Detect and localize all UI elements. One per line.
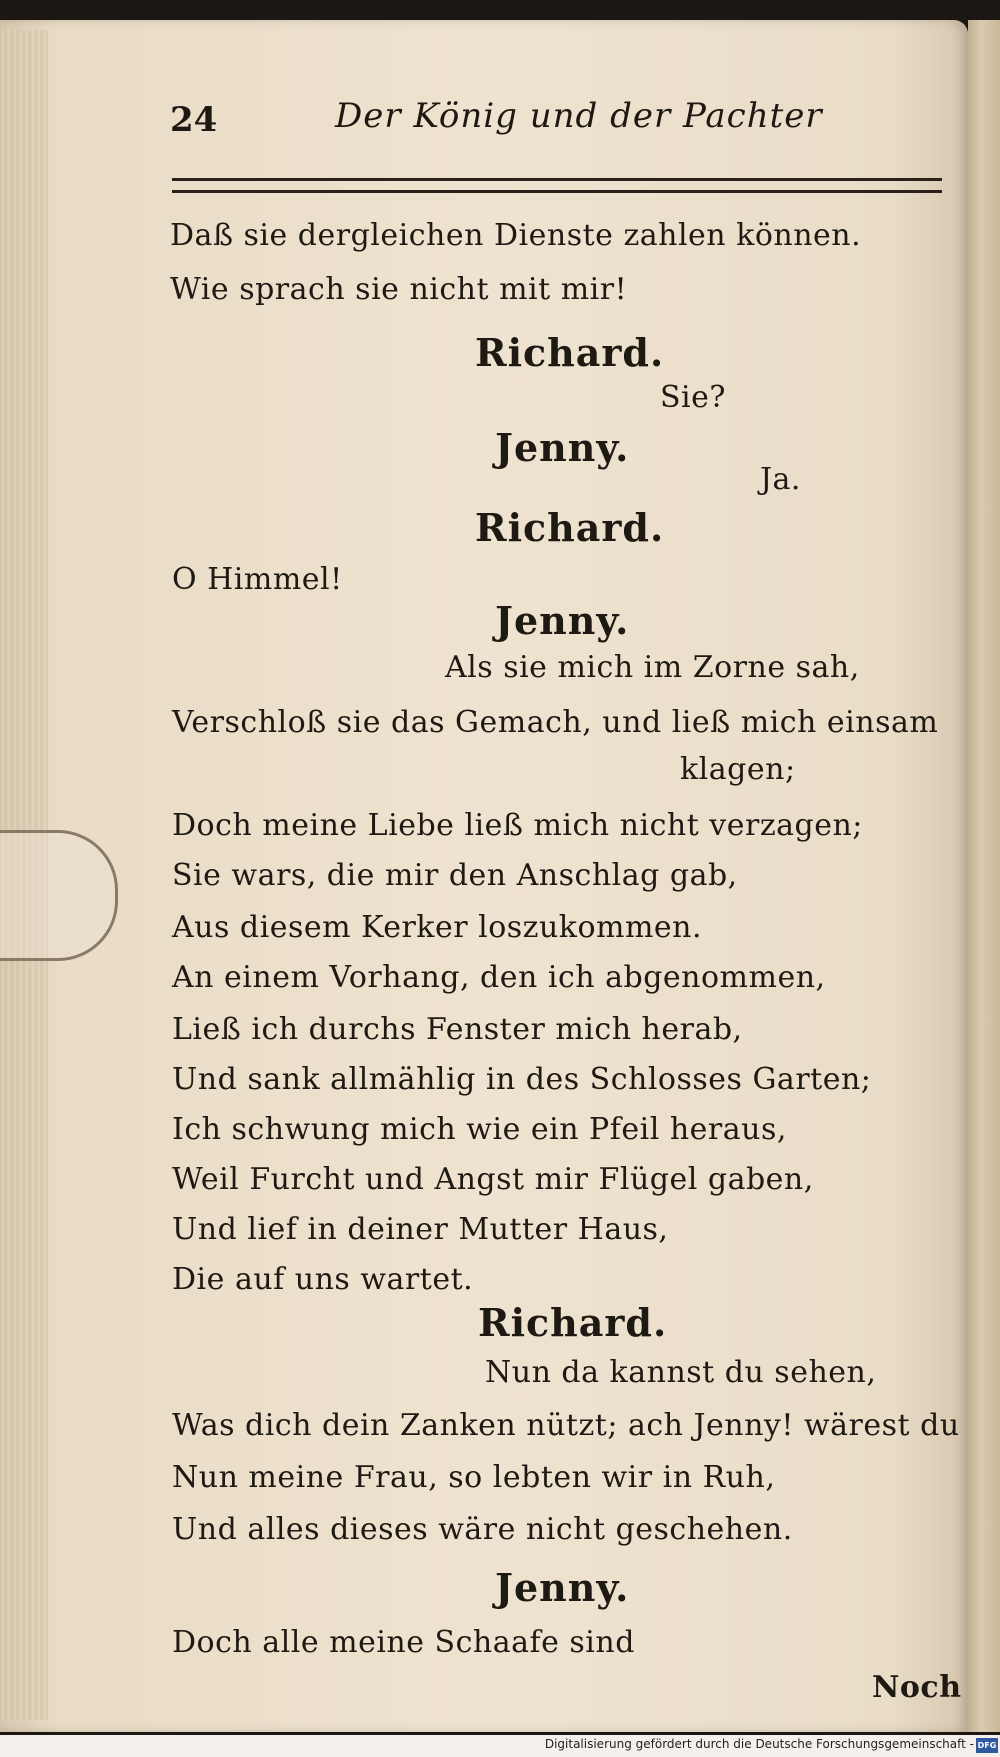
text-line: klagen;	[680, 752, 796, 787]
text-line: Ich schwung mich wie ein Pfeil heraus,	[172, 1112, 787, 1147]
catchword: Noch	[872, 1670, 962, 1705]
running-title: Der König und der Pachter	[335, 96, 823, 136]
text-line: Ließ ich durchs Fenster mich herab,	[172, 1012, 743, 1047]
text-line: Als sie mich im Zorne sah,	[445, 650, 860, 685]
bookmark-tab	[0, 830, 118, 961]
text-line: Und alles dieses wäre nicht geschehen.	[172, 1512, 793, 1547]
text-line: Nun da kannst du sehen,	[485, 1355, 877, 1390]
speaker-name: Richard.	[475, 505, 665, 550]
speaker-name: Jenny.	[495, 1565, 630, 1610]
text-line: O Himmel!	[172, 562, 343, 597]
funding-credit: Digitalisierung gefördert durch die Deutsche Forschungsgemeinschaft -	[544, 1737, 974, 1751]
text-line: Was dich dein Zanken nützt; ach Jenny! wärest du	[172, 1408, 960, 1443]
speaker-name: Richard.	[478, 1300, 668, 1345]
text-line: Sie wars, die mir den Anschlag gab,	[172, 858, 738, 893]
dfg-logo: DFG	[976, 1738, 998, 1753]
page-header	[170, 88, 950, 148]
text-line: Die auf uns wartet.	[172, 1262, 474, 1297]
text-line: Und lief in deiner Mutter Haus,	[172, 1212, 669, 1247]
page-number: 24	[170, 100, 218, 140]
text-line: Ja.	[760, 462, 801, 497]
text-line: Doch meine Liebe ließ mich nicht verzagen;	[172, 808, 863, 843]
speaker-name: Jenny.	[495, 425, 630, 470]
speaker-name: Jenny.	[495, 598, 630, 643]
text-line: Sie?	[660, 380, 726, 415]
header-rule	[172, 178, 942, 193]
text-line: Daß sie dergleichen Dienste zahlen können.	[170, 218, 862, 253]
text-line: Nun meine Frau, so lebten wir in Ruh,	[172, 1460, 776, 1495]
digitization-footer	[0, 1735, 1000, 1757]
speaker-name: Richard.	[475, 330, 665, 375]
text-line: Verschloß sie das Gemach, und ließ mich einsam	[172, 705, 939, 740]
text-line: An einem Vorhang, den ich abgenommen,	[172, 960, 826, 995]
text-line: Und sank allmählig in des Schlosses Garten;	[172, 1062, 872, 1097]
page-right-edge	[968, 20, 1000, 1732]
text-line: Weil Furcht und Angst mir Flügel gaben,	[172, 1162, 814, 1197]
text-line: Doch alle meine Schaafe sind	[172, 1625, 635, 1660]
text-line: Wie sprach sie nicht mit mir!	[170, 272, 628, 307]
text-line: Aus diesem Kerker loszukommen.	[172, 910, 703, 945]
